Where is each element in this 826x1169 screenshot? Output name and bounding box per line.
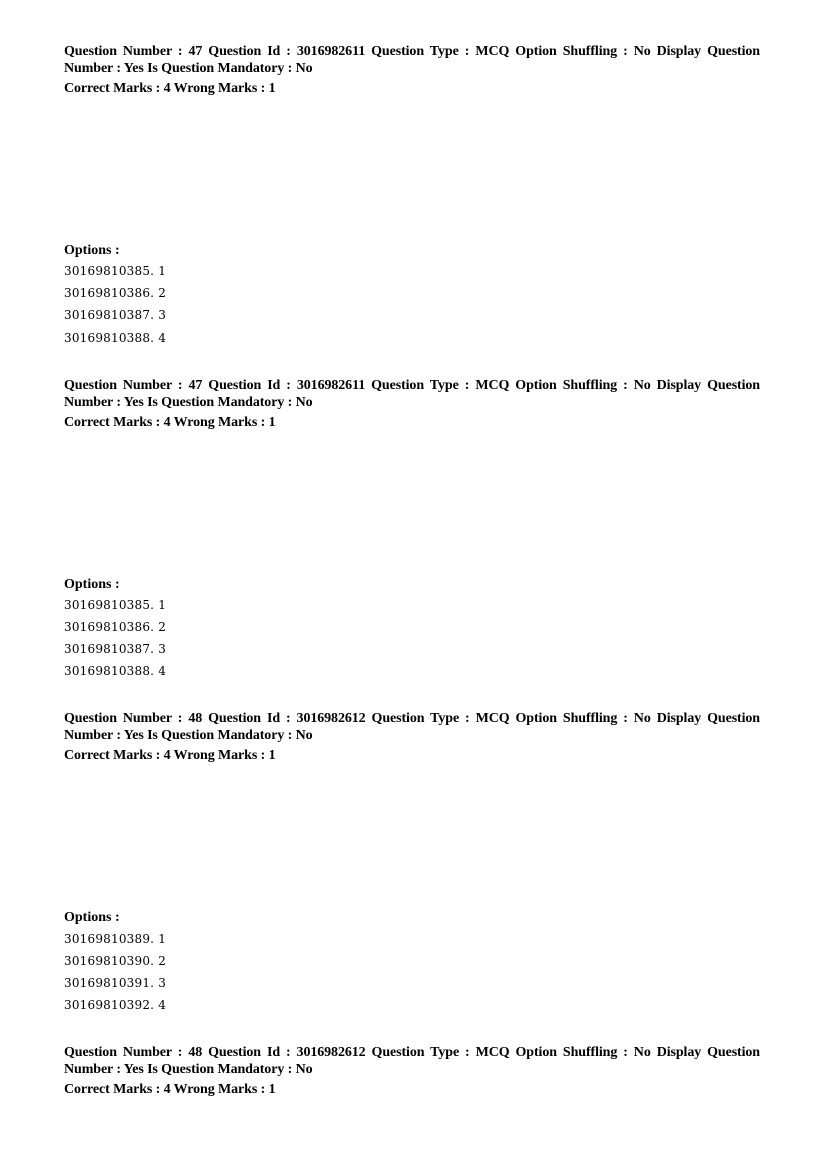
question-meta-line2: Number : Yes Is Question Mandatory : No xyxy=(64,61,313,76)
question-marks: Correct Marks : 4 Wrong Marks : 1 xyxy=(64,415,276,430)
option-item: 30169810388. 4 xyxy=(64,331,167,345)
question-meta-line1: Question Number : 48 Question Id : 3016982612 Question Type : MCQ Option Shuffling : No Display Question xyxy=(64,711,760,726)
question-meta-line2: Number : Yes Is Question Mandatory : No xyxy=(64,395,313,410)
option-item: 30169810385. 1 xyxy=(64,264,167,278)
question-meta-line1: Question Number : 47 Question Id : 3016982611 Question Type : MCQ Option Shuffling : No Display Question xyxy=(64,44,760,59)
question-meta xyxy=(64,710,764,764)
question-block xyxy=(64,377,764,687)
option-item: 30169810387. 3 xyxy=(64,642,167,656)
option-item: 30169810387. 3 xyxy=(64,308,167,322)
option-item: 30169810388. 4 xyxy=(64,664,167,678)
option-item: 30169810392. 4 xyxy=(64,998,167,1012)
question-meta-line1: Question Number : 48 Question Id : 3016982612 Question Type : MCQ Option Shuffling : No Display Question xyxy=(64,1045,760,1060)
question-marks: Correct Marks : 4 Wrong Marks : 1 xyxy=(64,1082,276,1097)
option-item: 30169810385. 1 xyxy=(64,598,167,612)
option-item: 30169810391. 3 xyxy=(64,976,167,990)
question-block xyxy=(64,43,764,353)
option-item: 30169810389. 1 xyxy=(64,932,167,946)
options-label: Options : xyxy=(64,243,120,258)
question-marks: Correct Marks : 4 Wrong Marks : 1 xyxy=(64,81,276,96)
question-meta-line1: Question Number : 47 Question Id : 3016982611 Question Type : MCQ Option Shuffling : No Display Question xyxy=(64,378,760,393)
question-meta xyxy=(64,43,764,97)
option-item: 30169810386. 2 xyxy=(64,286,167,300)
question-meta xyxy=(64,1044,764,1098)
option-item: 30169810390. 2 xyxy=(64,954,167,968)
question-meta-line2: Number : Yes Is Question Mandatory : No xyxy=(64,728,313,743)
question-block xyxy=(64,1044,764,1104)
question-block xyxy=(64,710,764,1020)
options-label: Options : xyxy=(64,577,120,592)
question-marks: Correct Marks : 4 Wrong Marks : 1 xyxy=(64,748,276,763)
option-item: 30169810386. 2 xyxy=(64,620,167,634)
question-meta-line2: Number : Yes Is Question Mandatory : No xyxy=(64,1062,313,1077)
question-meta xyxy=(64,377,764,431)
options-label: Options : xyxy=(64,910,120,925)
